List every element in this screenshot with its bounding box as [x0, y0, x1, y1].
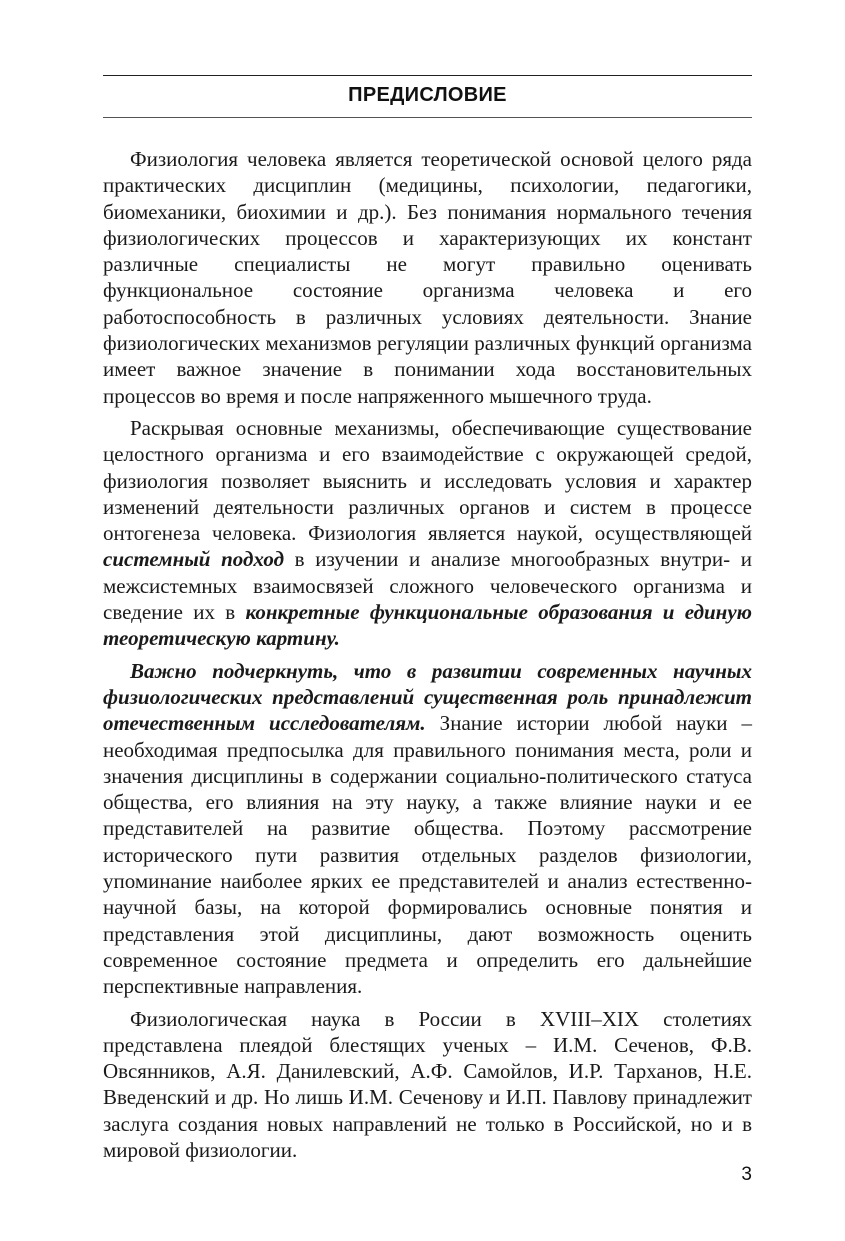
- header-bottom-rule: [103, 117, 752, 118]
- paragraph-2-emphasis-b: конкретные функциональные образования и единую теоретическую картину.: [103, 600, 752, 651]
- header-top-rule: [103, 75, 752, 76]
- paragraph-1: [103, 146, 752, 409]
- paragraph-2-emphasis-a: системный подход: [103, 547, 285, 572]
- paragraph-2-text-b: в изучении и анализе многообразных внутри- и межсистемных взаимосвязей сложного человеческого организма и сведение их в: [103, 547, 752, 625]
- paragraph-2-text-a: Раскрывая основные механизмы, обеспечивающие существование целостного организма и его взаимодействие с окружающей средой, физиология позволяет выяснить и исследовать условия и характер изменений деятельности различных органов и систем в процессе онтогенеза человека. Физиология является наукой, осуществляющей: [103, 415, 752, 546]
- page-number: 3: [741, 1164, 752, 1185]
- paragraph-2: [103, 415, 752, 652]
- paragraph-3-text: Знание истории любой науки – необходимая предпосылка для правильного понимания места, роли и значения дисциплины в содержании социально-политического статуса общества, его влияния на эту науку, а также влияние науки и ее представителей на развитие общества. Поэтому рассмотрение исторического пути развития отдельных разделов физиологии, упоминание наиболее ярких ее представителей и анализ естественно-научной базы, на которой формировались основные понятия и представления этой дисциплины, дают возможность оценить современное состояние предмета и определить его дальнейшие перспективные направления.: [103, 711, 752, 999]
- paragraph-4-text: Физиологическая наука в России в XVIII–XIX столетиях представлена плеядой блестящих ученых – И.М. Сеченов, Ф.В. Овсянников, А.Я. Данилевский, А.Ф. Самойлов, И.Р. Тарханов, Н.Е. Введенский и др. Но лишь И.М. Сеченову и И.П. Павлову принадлежит заслуга создания новых направлений не только в Российской, но и в мировой физиологии.: [103, 1006, 752, 1162]
- paragraph-1-text: Физиология человека является теоретической основой целого ряда практических дисциплин (медицины, психологии, педагогики, биомеханики, биохимии и др.). Без понимания нормального течения физиологических процессов и характеризующих их констант различные специалисты не могут правильно оценивать функциональное состояние организма человека и его работоспособность в различных условиях деятельности. Знание физиологических механизмов регуляции различных функций организма имеет важное значение в понимании хода восстановительных процессов во время и после напряженного мышечного труда.: [103, 147, 752, 408]
- body-text: [103, 146, 752, 1169]
- paragraph-4: [103, 1006, 752, 1164]
- paragraph-3-emphasis: Важно подчеркнуть, что в развитии современных научных физиологических представлений существенная роль принадлежит отечественным исследователям.: [103, 658, 752, 736]
- page-title: ПРЕДИСЛОВИЕ: [348, 84, 507, 106]
- paragraph-3: [103, 658, 752, 1000]
